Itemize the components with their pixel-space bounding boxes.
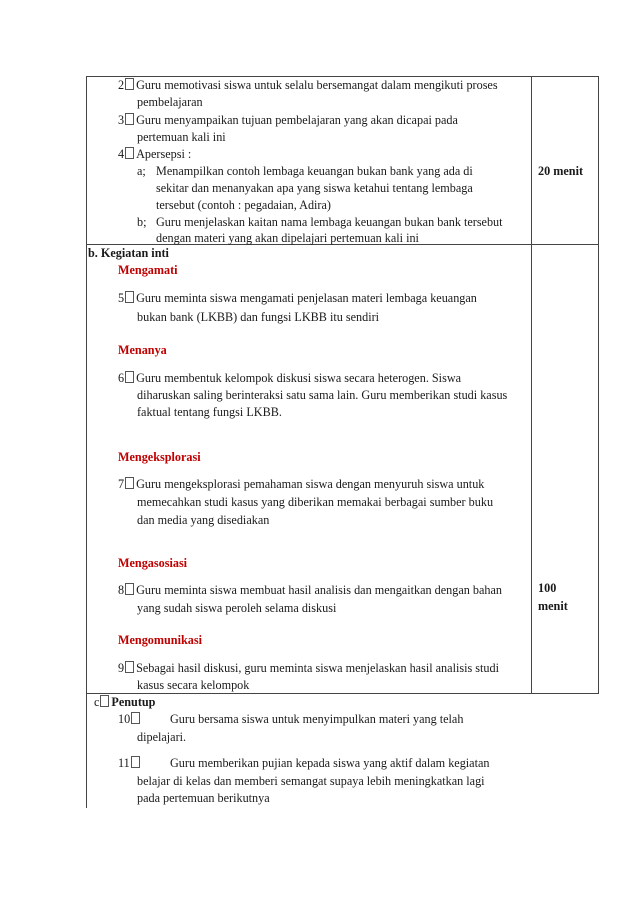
section-heading-penutup: c Penutup bbox=[94, 695, 156, 709]
step-3: 3 Guru menyampaikan tujuan pembelajaran yang akan dicapai pada bbox=[118, 113, 458, 127]
step-5-line-2: bukan bank (LKBB) dan fungsi LKBB itu sendiri bbox=[137, 310, 380, 324]
checkbox-glyph-icon bbox=[125, 78, 134, 90]
step-10-line-2: dipelajari. bbox=[137, 730, 187, 744]
step-11-num: 11 bbox=[118, 756, 142, 771]
table-border-top bbox=[86, 76, 599, 77]
step-7-line-3: dan media yang disediakan bbox=[137, 513, 270, 527]
step-2-line-2: pembelajaran bbox=[137, 95, 203, 109]
checkbox-glyph-icon bbox=[125, 477, 134, 489]
step-6-line-3: faktual tentang fungsi LKBB. bbox=[137, 405, 282, 419]
subheading-menanya: Menanya bbox=[118, 343, 167, 357]
column-divider bbox=[531, 76, 532, 694]
step-8: 8 Guru meminta siswa membuat hasil analisis dan mengaitkan dengan bahan bbox=[118, 583, 502, 597]
step-2: 2 Guru memotivasi siswa untuk selalu bersemangat dalam mengikuti proses bbox=[118, 78, 498, 92]
subheading-mengasosiasi: Mengasosiasi bbox=[118, 556, 188, 570]
checkbox-glyph-icon bbox=[131, 712, 140, 724]
sub-a-line-3: tersebut (contoh : pegadaian, Adira) bbox=[156, 198, 331, 212]
sub-b-letter: b; bbox=[137, 215, 147, 229]
step-4: 4 Apersepsi : bbox=[118, 147, 192, 161]
step-5: 5 Guru meminta siswa mengamati penjelasan materi lembaga keuangan bbox=[118, 291, 477, 305]
step-10-line-1: Guru bersama siswa untuk menyimpulkan materi yang telah bbox=[170, 712, 464, 726]
table-border-left bbox=[86, 76, 87, 808]
sub-a-line-2: sekitar dan menanyakan apa yang siswa ketahui tentang lembaga bbox=[156, 181, 473, 195]
sub-a-line-1: Menampilkan contoh lembaga keuangan bukan bank yang ada di bbox=[156, 164, 473, 178]
checkbox-glyph-icon bbox=[131, 756, 140, 768]
checkbox-glyph-icon bbox=[125, 147, 134, 159]
time-row-1: 20 menit bbox=[538, 164, 584, 178]
step-10-num: 10 bbox=[118, 712, 142, 727]
sub-b-line-1: Guru menjelaskan kaitan nama lembaga keuangan bukan bank tersebut bbox=[156, 215, 503, 229]
step-8-line-2: yang sudah siswa peroleh selama diskusi bbox=[137, 601, 337, 615]
section-heading-kegiatan-inti: b. Kegiatan inti bbox=[88, 246, 169, 260]
step-11-line-1: Guru memberikan pujian kepada siswa yang aktif dalam kegiatan bbox=[170, 756, 490, 770]
sub-b-line-2: dengan materi yang akan dipelajari pertemuan kali ini bbox=[156, 231, 419, 245]
checkbox-glyph-icon bbox=[125, 291, 134, 303]
step-9: 9 Sebagai hasil diskusi, guru meminta siswa menjelaskan hasil analisis studi bbox=[118, 661, 499, 675]
step-6-line-2: diharuskan saling berinteraksi satu sama lain. Guru memberikan studi kasus bbox=[137, 388, 508, 402]
subheading-mengomunikasi: Mengomunikasi bbox=[118, 633, 202, 647]
checkbox-glyph-icon bbox=[125, 113, 134, 125]
checkbox-glyph-icon bbox=[125, 661, 134, 673]
time-row-2-value: 100 bbox=[538, 581, 557, 595]
sub-a-letter: a; bbox=[137, 164, 146, 178]
subheading-mengamati: Mengamati bbox=[118, 263, 178, 277]
checkbox-glyph-icon bbox=[100, 695, 109, 707]
step-6: 6 Guru membentuk kelompok diskusi siswa secara heterogen. Siswa bbox=[118, 371, 462, 385]
subheading-mengeksplorasi: Mengeksplorasi bbox=[118, 450, 201, 464]
time-row-2-unit: menit bbox=[538, 599, 568, 613]
step-3-line-2: pertemuan kali ini bbox=[137, 130, 226, 144]
step-11-line-3: pada pertemuan berikutnya bbox=[137, 791, 270, 805]
step-9-line-2: kasus secara kelompok bbox=[137, 678, 250, 692]
row-divider-2 bbox=[86, 693, 599, 694]
step-11-line-2: belajar di kelas dan memberi semangat supaya lebih meningkatkan lagi bbox=[137, 774, 485, 788]
step-7: 7 Guru mengeksplorasi pemahaman siswa dengan menyuruh siswa untuk bbox=[118, 477, 485, 491]
table-border-right bbox=[598, 76, 599, 694]
checkbox-glyph-icon bbox=[125, 583, 134, 595]
step-7-line-2: memecahkan studi kasus yang diberikan memakai berbagai sumber buku bbox=[137, 495, 494, 509]
checkbox-glyph-icon bbox=[125, 371, 134, 383]
